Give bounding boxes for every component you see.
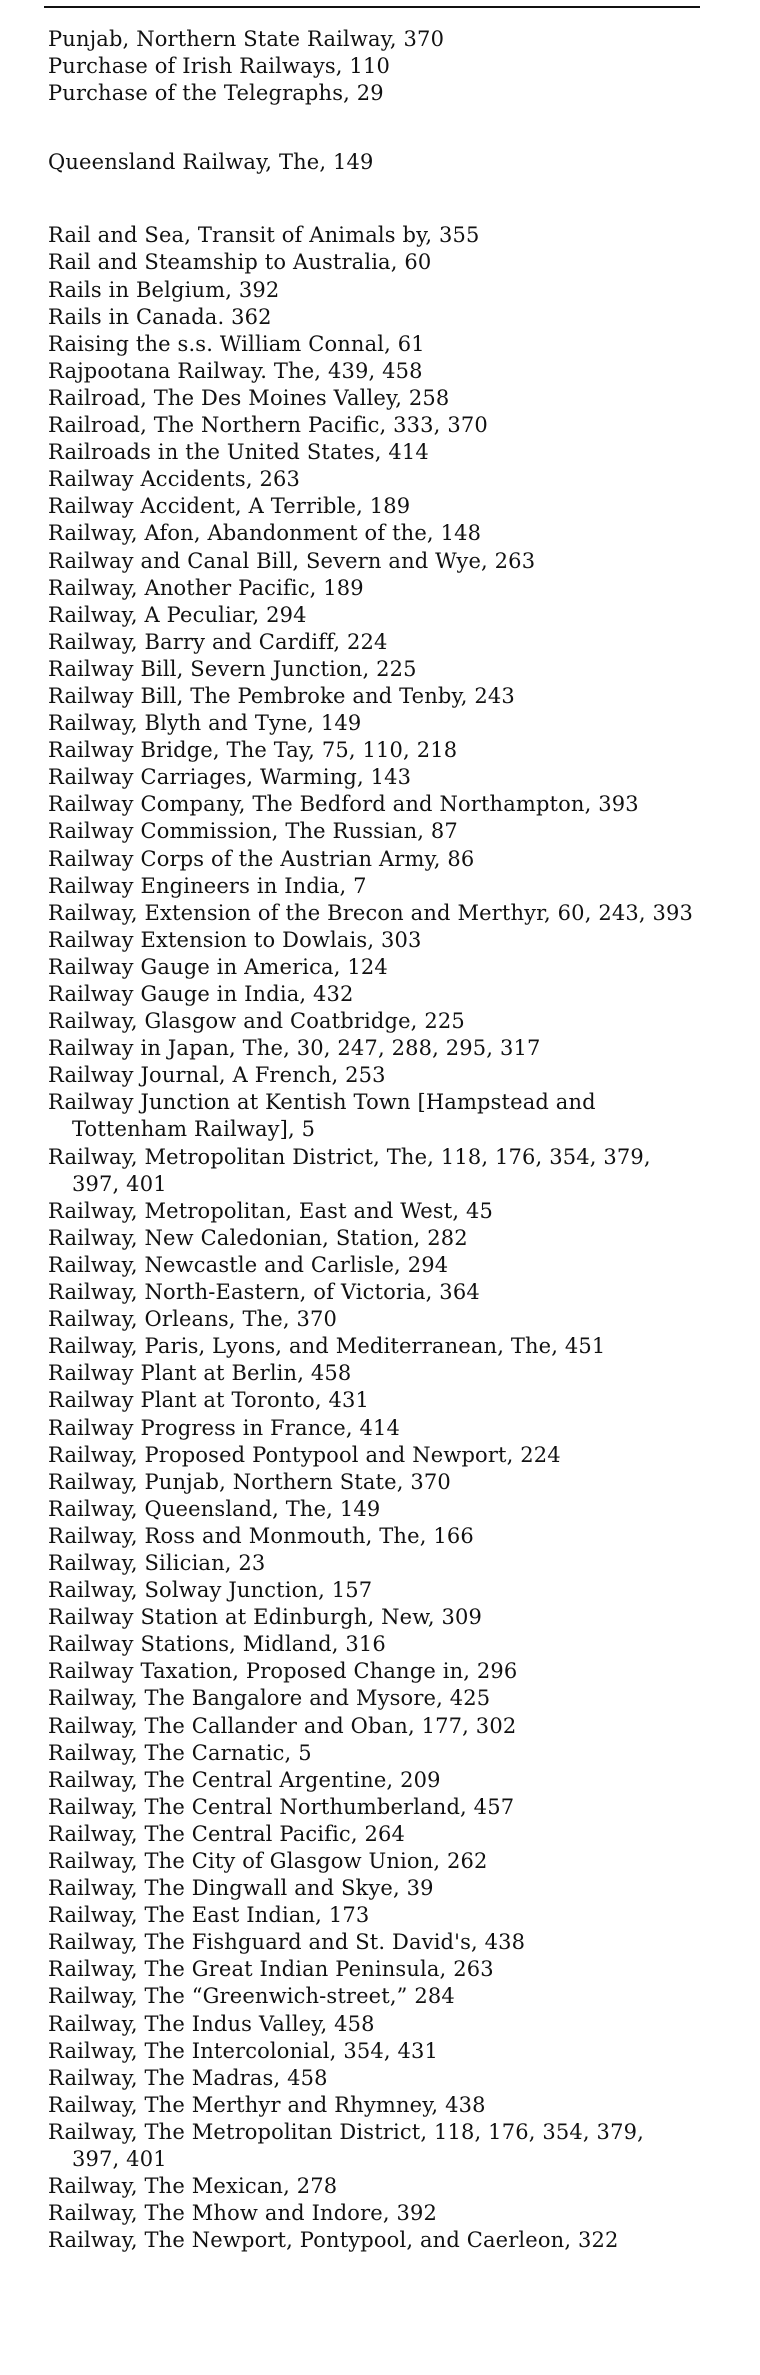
index-entry: Railway, The Central Pacific, 264 [48, 1821, 406, 1846]
index-entry: Railway, The City of Glasgow Union, 262 [48, 1849, 488, 1873]
index-entry: Railway Accident, A Terrible, 189 [48, 494, 411, 519]
index-entry: Railway, Silician, 23 [48, 1550, 266, 1575]
index-entry: Railway, The Fishguard and St. David's, 438 [48, 1930, 526, 1955]
index-entry: Rails in Canada. 362 [48, 304, 272, 329]
index-group [48, 149, 698, 176]
index-entry: Railway, Metropolitan District, The, 118, 176, 354, 379, 397, 401 [48, 1144, 651, 1196]
index-entry: Railway, Extension of the Brecon and Merthyr, 60, 243, 393 [48, 900, 694, 925]
index-entry: Railway, The Dingwall and Skye, 39 [48, 1876, 434, 1901]
index-entry: Railway Plant at Toronto, 431 [48, 1388, 370, 1413]
index-entry: Railroads in the United States, 414 [48, 440, 429, 465]
index-entry: Queensland Railway, The, 149 [48, 150, 374, 175]
index-entry: Raising the s.s. William Connal, 61 [48, 331, 425, 356]
index-entry: Railway Engineers in India, 7 [48, 873, 367, 898]
index-entry: Rails in Belgium, 392 [48, 277, 280, 302]
index-entry: Railway Stations, Midland, 316 [48, 1632, 386, 1657]
index-entry: Railway, The Metropolitan District, 118, 176, 354, 379, 397, 401 [48, 2119, 644, 2172]
index-entry: Railway Extension to Dowlais, 303 [48, 927, 422, 952]
index-entry: Railway, Blyth and Tyne, 149 [48, 711, 362, 736]
index-entry: Railway, The “Greenwich-street,” 284 [48, 1984, 455, 2009]
index-entry: Railway, Newcastle and Carlisle, 294 [48, 1252, 449, 1277]
index-entry: Railway Gauge in America, 124 [48, 954, 388, 979]
index-entry: Railway, Afon, Abandonment of the, 148 [48, 521, 482, 546]
index-entry: Railway in Japan, The, 30, 247, 288, 295, 317 [48, 1036, 541, 1061]
index-entry: Railway Junction at Kentish Town [Hampstead and Tottenham Railway], 5 [48, 1090, 596, 1142]
index-entry: Railway Accidents, 263 [48, 467, 301, 492]
index-entry: Railway Progress in France, 414 [48, 1415, 401, 1440]
index-entry: Railway, The Callander and Oban, 177, 302 [48, 1713, 517, 1738]
index-entry: Railway, Another Pacific, 189 [48, 575, 364, 600]
index-entry: Railway, Glasgow and Coatbridge, 225 [48, 1009, 465, 1034]
index-entry: Railway, Proposed Pontypool and Newport, 224 [48, 1442, 561, 1467]
index-entry: Railway, Barry and Cardiff, 224 [48, 629, 388, 654]
index-entry: Railway, Orleans, The, 370 [48, 1307, 338, 1332]
index-entry: Railway Commission, The Russian, 87 [48, 819, 458, 844]
index-list [48, 26, 698, 2254]
index-entry: Railroad, The Northern Pacific, 333, 370 [48, 413, 488, 438]
index-entry: Railway, The Newport, Pontypool, and Caerleon, 322 [48, 2228, 619, 2253]
index-entry: Railway, The East Indian, 173 [48, 1903, 370, 1928]
index-group [48, 222, 698, 2254]
index-entry: Railway, The Madras, 458 [48, 2065, 328, 2090]
index-entry: Railway, The Bangalore and Mysore, 425 [48, 1686, 491, 1711]
index-entry: Railway, Solway Junction, 157 [48, 1578, 373, 1603]
index-entry: Railway, The Carnatic, 5 [48, 1740, 312, 1765]
index-entry: Railway Bill, The Pembroke and Tenby, 243 [48, 683, 515, 708]
top-rule [44, 6, 700, 8]
group-gap [48, 176, 698, 222]
index-entry: Railway and Canal Bill, Severn and Wye, 263 [48, 548, 536, 573]
index-entry: Railroad, The Des Moines Valley, 258 [48, 385, 450, 410]
index-entry: Railway Journal, A French, 253 [48, 1063, 386, 1088]
index-entry: Railway, The Merthyr and Rhymney, 438 [48, 2092, 486, 2117]
index-entry: Railway, New Caledonian, Station, 282 [48, 1225, 468, 1250]
index-entry: Railway, The Intercolonial, 354, 431 [48, 2038, 439, 2063]
index-entry: Railway, Ross and Monmouth, The, 166 [48, 1523, 474, 1548]
index-entry: Railway Taxation, Proposed Change in, 296 [48, 1659, 518, 1684]
index-entry: Railway, The Indus Valley, 458 [48, 2011, 375, 2036]
group-gap [48, 107, 698, 149]
index-entry: Rail and Steamship to Australia, 60 [48, 250, 432, 275]
index-entry: Railway Corps of the Austrian Army, 86 [48, 846, 475, 871]
index-entry: Rail and Sea, Transit of Animals by, 355 [48, 223, 480, 248]
index-entry: Railway Bridge, The Tay, 75, 110, 218 [48, 738, 458, 763]
index-entry: Railway Station at Edinburgh, New, 309 [48, 1605, 483, 1630]
index-entry: Punjab, Northern State Railway, 370 [48, 27, 445, 51]
index-entry: Railway, A Peculiar, 294 [48, 602, 307, 627]
index-entry: Railway, The Central Argentine, 209 [48, 1767, 441, 1792]
index-entry: Railway Carriages, Warming, 143 [48, 765, 412, 790]
index-entry: Railway Gauge in India, 432 [48, 982, 354, 1006]
index-entry: Railway, North-Eastern, of Victoria, 364 [48, 1280, 480, 1305]
index-entry: Purchase of the Telegraphs, 29 [48, 81, 384, 106]
index-entry: Railway, The Mexican, 278 [48, 2174, 338, 2199]
index-group [48, 26, 698, 107]
index-entry: Rajpootana Railway. The, 439, 458 [48, 358, 423, 383]
index-entry: Railway, The Central Northumberland, 457 [48, 1794, 515, 1819]
index-entry: Railway Bill, Severn Junction, 225 [48, 656, 417, 681]
index-entry: Purchase of Irish Railways, 110 [48, 54, 390, 79]
index-entry: Railway, Punjab, Northern State, 370 [48, 1469, 451, 1494]
index-entry: Railway, The Great Indian Peninsula, 263 [48, 1957, 494, 1982]
index-entry: Railway Plant at Berlin, 458 [48, 1361, 352, 1386]
index-entry: Railway, The Mhow and Indore, 392 [48, 2201, 438, 2226]
index-entry: Railway, Queensland, The, 149 [48, 1496, 381, 1521]
index-entry: Railway, Metropolitan, East and West, 45 [48, 1198, 494, 1223]
index-entry: Railway Company, The Bedford and Northampton, 393 [48, 792, 639, 817]
index-entry: Railway, Paris, Lyons, and Mediterranean, The, 451 [48, 1334, 606, 1359]
